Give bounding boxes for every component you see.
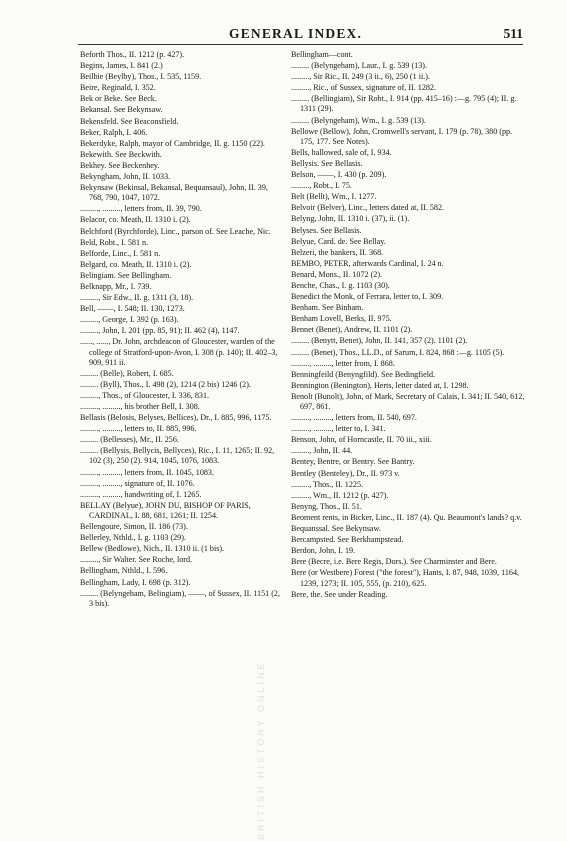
index-entry: ........., Thos., of Gloucester, I. 336, 831. xyxy=(80,390,210,400)
index-entry: ......... (Belle), Robert, I. 685. xyxy=(80,368,174,378)
index-entry: ........., John, I. 201 (pp. 85, 91); II. 462 (4), 1147. xyxy=(80,326,240,336)
index-entry: Beker, Ralph, I. 406. xyxy=(80,127,148,137)
index-entry: Begins, James, I. 841 (2.) xyxy=(80,61,163,71)
index-entry: ........., ........., letter to, I. 341. xyxy=(291,424,386,434)
index-entry: Bellew (Bedlowe), Nich., II. 1310 ii. (1 bis). xyxy=(80,544,225,554)
index-entry: Bekerdyke, Ralph, mayor of Cambridge, II. g. 1150 (22). xyxy=(80,138,265,148)
header-rule xyxy=(78,44,523,45)
index-entry: Belt (Bellt), Wm., I. 1277. xyxy=(291,192,377,202)
index-entry: ........., ........., letters from, II. 39, 790. xyxy=(80,204,202,214)
index-entry: Bellysis. See Bellasis. xyxy=(291,158,363,168)
index-entry: BEMBO, PETER, afterwards Cardinal, I. 24 n. xyxy=(291,258,444,268)
index-entry: ........., Wm., II. 1212 (p. 427). xyxy=(291,490,389,500)
index-entry: Bekansal. See Bekynsaw. xyxy=(80,105,163,115)
index-entry: Bekhey. See Beckenhey. xyxy=(80,160,160,170)
index-entry: ......... (Bellesses), Mr., II. 256. xyxy=(80,435,179,445)
index-entry: ........., ........., letters from, II. 1045, 1083. xyxy=(80,467,214,477)
index-entry: ........., ........., handwriting of, I. 1265. xyxy=(80,489,202,499)
index-entry: Bercampsted. See Berkhampstead. xyxy=(291,535,404,545)
index-entry: Bentley (Benteley), Dr., II. 973 v. xyxy=(291,468,400,478)
index-entry: Benolt (Bunolt), John, of Mark, Secretary of Calais, I. 341; II. 540, 612, 697, 861. xyxy=(291,391,525,411)
index-entry: Bennet (Benet), Andrew, II. 1101 (2). xyxy=(291,325,413,335)
index-entry: ........., Sir Ric., II. 249 (3 ii., 6), 250 (1 ii.). xyxy=(291,72,430,82)
index-entry: Benson, John, of Horncastle, II. 70 iii., xiii. xyxy=(291,435,432,445)
index-entry: Benham. See Binham. xyxy=(291,303,364,313)
index-entry: Bellingham, Lady, I. 698 (p. 312). xyxy=(80,577,191,587)
index-entry: Benedict the Monk, of Ferrara, letter to, I. 309. xyxy=(291,292,444,302)
index-entry: Beire, Reginald, I. 352. xyxy=(80,83,156,93)
index-entry: Bellingham, Nthld., I. 596. xyxy=(80,566,168,576)
index-entry: Bellerley, Nthld., I. g. 1103 (29). xyxy=(80,533,186,543)
index-entry: Benham Lovell, Berks, II. 975. xyxy=(291,314,392,324)
index-entry: Benyng, Thos., II. 51. xyxy=(291,501,362,511)
index-entry: Bere (or Westbere) Forest ("the forest"), Hants, I. 87, 948, 1039, 1164, 1239, 1273; II. 105, 555, (p. 210), 625. xyxy=(291,568,520,588)
index-entry: Beilbie (Beylby), Thos., I. 535, 1159. xyxy=(80,72,202,82)
index-entry: Bellowe (Bellow), John, Cromwell's servant, I. 179 (p. 78), 380 (pp. 175, 177. See Notes). xyxy=(291,126,513,146)
index-entry: ......... (Belyngeham), Laur., I. g. 539 (13). xyxy=(291,61,427,71)
index-entry: Bek or Beke. See Beck. xyxy=(80,94,157,104)
index-entry: ......... (Benet), Thos., LL.D., of Sarum, I. 824, 868 :—g. 1105 (5). xyxy=(291,347,505,357)
index-entry: ......... (Belyngeham), Wm., I. g. 539 (13). xyxy=(291,115,426,125)
index-entry: Bellengoure, Simon, II. 186 (73). xyxy=(80,522,188,532)
index-entry: Bellasis (Belosis, Belyses, Bellices), Dr., I. 885, 996, 1175. xyxy=(80,413,272,423)
running-title: GENERAL INDEX. xyxy=(229,26,363,41)
watermark: BRITISH HISTORY ONLINE xyxy=(256,660,266,840)
index-entry: ........., ........., letter from, I. 868. xyxy=(291,358,395,368)
index-entry: Bere (Becre, i.e. Bere Regis, Dors.). See Charminster and Bere. xyxy=(291,557,497,567)
index-entry: Bells, hallowed, sale of, I. 934. xyxy=(291,147,392,157)
index-entry: ........., ........., letters from, II. 540, 697. xyxy=(291,413,417,423)
index-entry: Beld, Robt., I. 581 n. xyxy=(80,237,149,247)
index-entry: ........., John, II. 44. xyxy=(291,446,353,456)
index-entry: Belson, ——, I. 430 (p. 209). xyxy=(291,170,387,180)
index-entry: Bennington (Benington), Herts, letter dated at, I. 1298. xyxy=(291,380,469,390)
index-entry: ........., Sir Walter. See Roche, lord. xyxy=(80,555,193,565)
index-entry: Belknapp, Mr., I. 739. xyxy=(80,281,152,291)
index-entry: Benard, Mons., II. 1072 (2). xyxy=(291,269,383,279)
index-entry: ........., Thos., II. 1225. xyxy=(291,479,364,489)
index-entry: ......... (Byll), Thos., I. 498 (2), 1214 (2 bis) 1246 (2). xyxy=(80,379,251,389)
index-entry: Bellingham—cont. xyxy=(291,50,353,59)
index-entry: Bere, the. See under Reading. xyxy=(291,589,388,599)
index-entry: ......, ......, Dr. John, archdeacon of Gloucester, warden of the college of Stratford-upon-Avon, I. 308 (p. 140); II. 402–3, 909, 911 ii. xyxy=(80,337,278,367)
index-entry: Belyses. See Bellasis. xyxy=(291,225,362,235)
index-entry: ........., ........., his brother Bell, I. 308. xyxy=(80,402,200,411)
index-entry: ......... (Bellysis, Bellycis, Bellyces), Ric., I. 11, 1265; II. 92, 102 (3), 250 (2). 914, 1045, 1076, 1083. xyxy=(80,446,275,466)
index-entry: Beforth Thos., II. 1212 (p. 427). xyxy=(80,50,185,59)
index-entry: ......... (Bellingiam), Sir Robt., I. 914 (pp. 415–16) :—g. 795 (4); II. g. 1311 (29). xyxy=(291,94,517,114)
index-column-left xyxy=(80,50,282,610)
index-entry: Benningfeild (Benyngfild). See Bedingfield. xyxy=(291,369,436,379)
index-entry: ......... (Benytt, Benet), John, II. 141, 357 (2). 1101 (2). xyxy=(291,336,468,346)
index-entry: Beoment rents, in Bicker, Linc., II. 187 (4). Qu. Beaumont's lands? q.v. xyxy=(291,512,522,522)
index-entry: Benche, Chas., I. g. 1103 (30). xyxy=(291,280,390,290)
index-column-right xyxy=(291,50,525,601)
index-entry: Bentey, Bentre, or Bentry. See Bantry. xyxy=(291,457,415,467)
index-entry: Belchford (Byrchforde), Linc., parson of. See Leache, Nic. xyxy=(80,226,271,236)
index-entry: BELLAY (Belyue), JOHN DU, BISHOP OF PARIS, CARDINAL, I. 88, 681, 1261; II. 1254. xyxy=(80,500,251,520)
index-entry: Bekynsaw (Bekinsal, Bekansal, Bequansaul), John, II. 39, 768, 790, 1047, 1072. xyxy=(80,183,268,203)
index-entry: ........., Ric., of Sussex, signature of, II. 1282. xyxy=(291,83,436,93)
index-entry: ........., Robt., I. 75. xyxy=(291,181,352,191)
index-entry: Belvoir (Belver), Linc., letters dated at, II. 582. xyxy=(291,203,445,213)
index-entry: ........., Sir Edw., II. g. 1311 (3, 18). xyxy=(80,293,194,303)
index-entry: Bequanssal. See Bekynsaw. xyxy=(291,524,381,534)
index-entry: Berdon, John, I. 19. xyxy=(291,546,356,556)
index-entry: Bekyngham, John, II. 1033. xyxy=(80,172,171,182)
index-entry: Belzeri, the bankers, II. 368. xyxy=(291,247,384,257)
index-entry: Bekensfeld. See Beaconsfield. xyxy=(80,116,179,126)
index-entry: ........., ........., signature of, II. 1076. xyxy=(80,478,195,488)
index-entry: Belyng, John, II. 1310 i. (37), ii. (1). xyxy=(291,214,410,224)
index-entry: Belyue, Card. de. See Bellay. xyxy=(291,236,386,246)
index-entry: ......... (Belyngeham, Belingiam), ——, of Sussex, II. 1151 (2, 3 bis). xyxy=(80,588,280,608)
index-entry: ........., ........., letters to, II. 885, 996. xyxy=(80,424,197,434)
page-number: 511 xyxy=(503,26,523,41)
index-entry: Bekewith. See Beckwith. xyxy=(80,149,162,159)
page-header xyxy=(0,26,567,44)
index-entry: Bell, ——, I. 548; II. 130, 1273. xyxy=(80,304,185,314)
index-entry: Belforde, Linc., I. 581 n. xyxy=(80,248,161,258)
index-entry: ........., George, I. 392 (p. 163). xyxy=(80,315,179,325)
index-entry: Belingiam. See Bellingham. xyxy=(80,270,172,280)
index-entry: Belgard, co. Meath, II. 1310 i. (2). xyxy=(80,259,192,269)
index-entry: Belacor, co. Meath, II. 1310 i. (2). xyxy=(80,215,191,225)
